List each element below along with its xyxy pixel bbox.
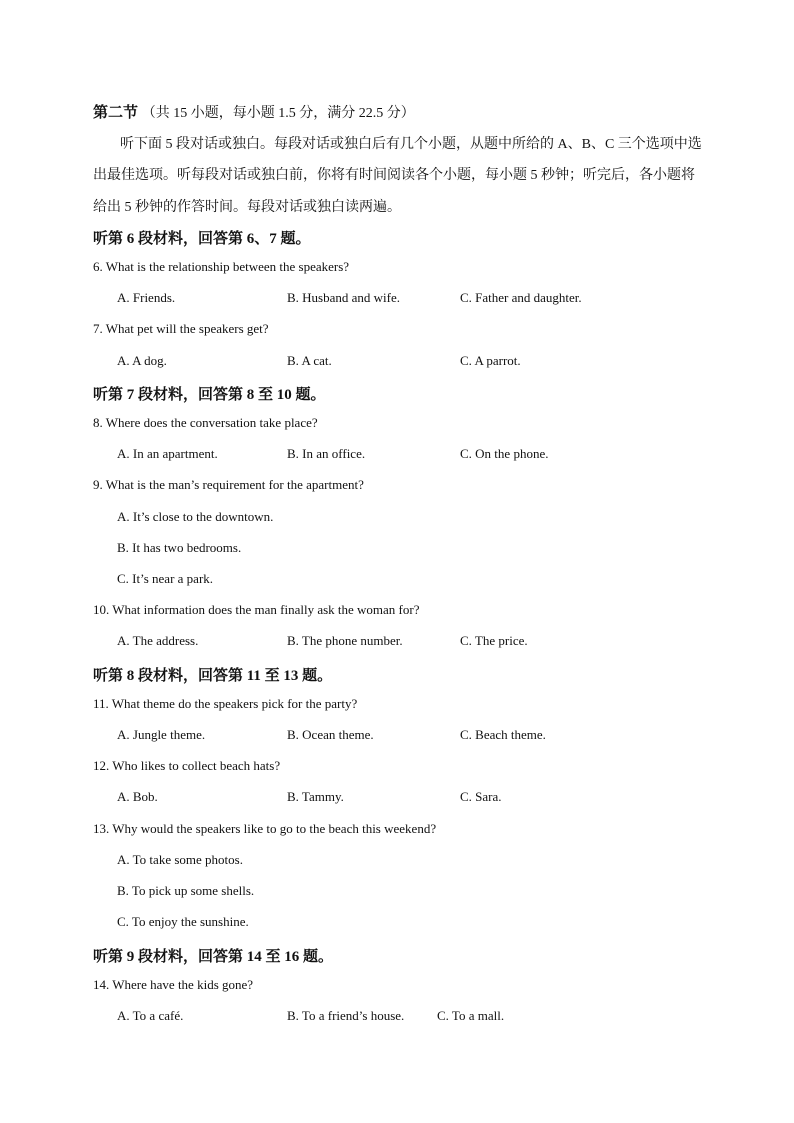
option-12c: C. Sara.	[460, 789, 502, 804]
option-9c: C. It’s near a park.	[117, 571, 214, 586]
part-header-9: 听第 9 段材料，回答第 14 至 16 题。	[93, 949, 334, 965]
section-heading	[93, 101, 415, 122]
option-12b: B. Tammy.	[287, 789, 344, 804]
question-10: 10. What information does the man finally ask the woman for?	[93, 602, 420, 617]
option-11a: A. Jungle theme.	[117, 727, 206, 742]
part-header-6: 听第 6 段材料，回答第 6、7 题。	[93, 231, 311, 247]
instruction-line-2: 出最佳选项。听每段对话或独白前，你将有时间阅读各个小题，每小题 5 秒钟；听完后，各小题将	[93, 168, 695, 183]
option-9b: B. It has two bedrooms.	[117, 540, 242, 555]
section-title: 第二节	[93, 105, 139, 121]
part-header-7: 听第 7 段材料，回答第 8 至 10 题。	[93, 387, 326, 403]
option-14b: B. To a friend’s house.	[287, 1008, 405, 1023]
option-7c: C. A parrot.	[460, 353, 521, 368]
option-9a: A. It’s close to the downtown.	[117, 509, 274, 524]
section-note: （共 15 小题，每小题 1.5 分，满分 22.5 分）	[141, 106, 415, 121]
option-8a: A. In an apartment.	[117, 446, 218, 461]
option-11b: B. Ocean theme.	[287, 727, 374, 742]
option-14a: A. To a café.	[117, 1008, 184, 1023]
option-13b: B. To pick up some shells.	[117, 883, 255, 898]
instruction-line-1: 听下面 5 段对话或独白。每段对话或独白后有几个小题，从题中所给的 A、B、C 三个选项中选	[120, 137, 702, 152]
option-13c: C. To enjoy the sunshine.	[117, 914, 249, 929]
option-7b: B. A cat.	[287, 353, 332, 368]
option-14c: C. To a mall.	[437, 1008, 505, 1023]
question-6: 6. What is the relationship between the speakers?	[93, 259, 350, 274]
option-6b: B. Husband and wife.	[287, 290, 401, 305]
question-8: 8. Where does the conversation take place?	[93, 415, 318, 430]
option-10a: A. The address.	[117, 633, 199, 648]
question-9: 9. What is the man’s requirement for the apartment?	[93, 477, 364, 492]
instruction-line-3: 给出 5 秒钟的作答时间。每段对话或独白读两遍。	[93, 200, 401, 215]
option-11c: C. Beach theme.	[460, 727, 546, 742]
option-10c: C. The price.	[460, 633, 528, 648]
question-11: 11. What theme do the speakers pick for the party?	[93, 696, 358, 711]
option-10b: B. The phone number.	[287, 633, 403, 648]
question-12: 12. Who likes to collect beach hats?	[93, 758, 281, 773]
question-14: 14. Where have the kids gone?	[93, 977, 254, 992]
question-7: 7. What pet will the speakers get?	[93, 321, 269, 336]
option-12a: A. Bob.	[117, 789, 158, 804]
option-8c: C. On the phone.	[460, 446, 549, 461]
option-7a: A. A dog.	[117, 353, 167, 368]
option-6a: A. Friends.	[117, 290, 176, 305]
option-8b: B. In an office.	[287, 446, 366, 461]
part-header-8: 听第 8 段材料，回答第 11 至 13 题。	[93, 668, 333, 684]
option-13a: A. To take some photos.	[117, 852, 243, 867]
option-6c: C. Father and daughter.	[460, 290, 582, 305]
question-13: 13. Why would the speakers like to go to the beach this weekend?	[93, 821, 437, 836]
